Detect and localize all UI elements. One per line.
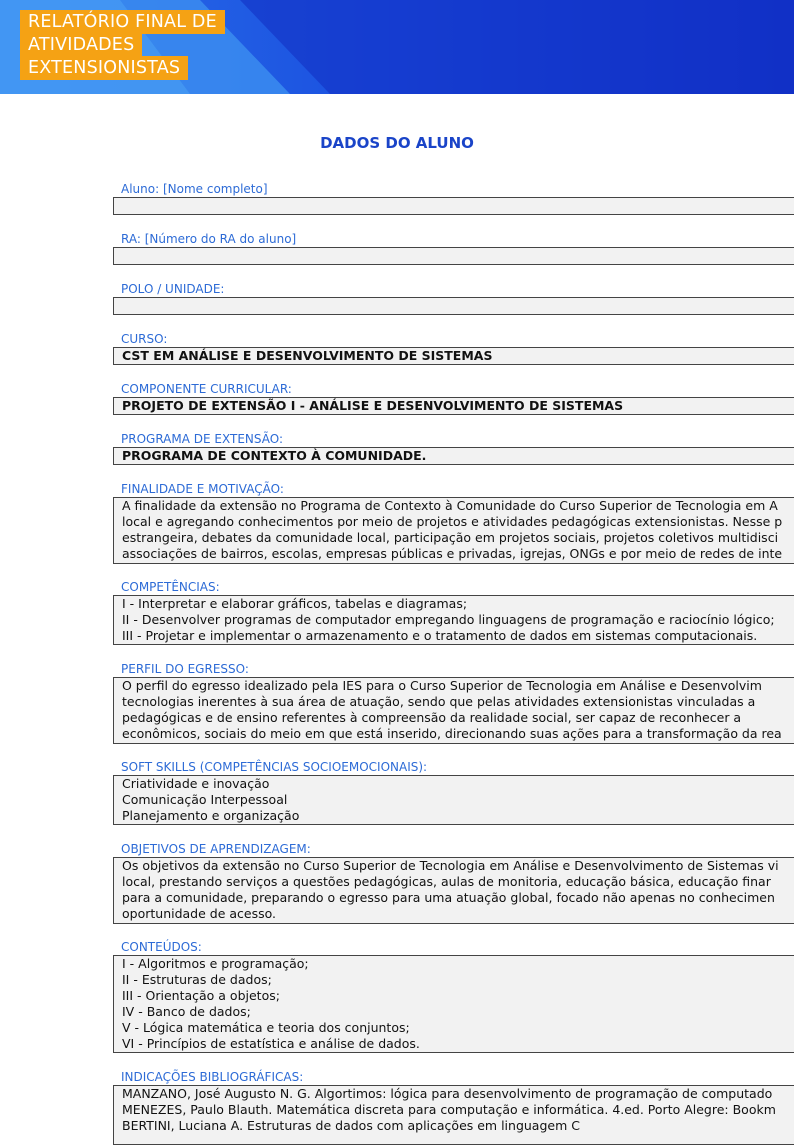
field-label-softskills: SOFT SKILLS (COMPETÊNCIAS SOCIOEMOCIONAIS): xyxy=(121,760,428,774)
field-label-curso: CURSO: xyxy=(121,332,168,346)
page-heading: DADOS DO ALUNO xyxy=(320,134,474,152)
list-item: II - Estruturas de dados; xyxy=(122,972,272,987)
curso-value: CST EM ANÁLISE E DESENVOLVIMENTO DE SISTEMAS xyxy=(122,348,493,363)
text-line: oportunidade de acesso. xyxy=(122,906,277,921)
bibliografia-text xyxy=(114,1086,794,1134)
finalidade-field[interactable] xyxy=(113,497,794,564)
text-line: pedagógicas e de ensino referentes à compreensão da realidade social, ser capaz de reconhecer a xyxy=(122,710,742,725)
list-item: V - Lógica matemática e teoria dos conjuntos; xyxy=(122,1020,410,1035)
programa-value: PROGRAMA DE CONTEXTO À COMUNIDADE. xyxy=(122,448,427,463)
list-item: Planejamento e organização xyxy=(122,808,300,823)
bibliografia-field[interactable] xyxy=(113,1085,794,1145)
text-line: local e agregando conhecimentos por meio de projetos e atividades pedagógicas extensionistas. Nesse p xyxy=(122,514,783,529)
report-title xyxy=(20,10,225,79)
conteudos-text xyxy=(114,956,794,1052)
programa-field[interactable] xyxy=(113,447,794,465)
objetivos-text xyxy=(114,858,794,922)
field-label-polo: POLO / UNIDADE: xyxy=(121,282,225,296)
section-ra xyxy=(113,232,794,266)
field-label-bibliografia: INDICAÇÕES BIBLIOGRÁFICAS: xyxy=(121,1070,304,1084)
field-label-ra: RA: [Número do RA do aluno] xyxy=(121,232,297,246)
section-aluno xyxy=(113,182,794,216)
text-line: MANZANO, José Augusto N. G. Algortimos: lógica para desenvolvimento de programação de computado xyxy=(122,1086,773,1101)
text-line: A finalidade da extensão no Programa de Contexto à Comunidade do Curso Superior de Tecnologia em A xyxy=(122,498,778,513)
section-conteudos xyxy=(113,940,794,1054)
finalidade-text xyxy=(114,498,794,562)
section-componente xyxy=(113,382,794,416)
list-item: I - Interpretar e elaborar gráficos, tabelas e diagramas; xyxy=(122,596,468,611)
field-label-componente: COMPONENTE CURRICULAR: xyxy=(121,382,292,396)
list-item: III - Orientação a objetos; xyxy=(122,988,280,1003)
componente-value: PROJETO DE EXTENSÃO I - ANÁLISE E DESENVOLVIMENTO DE SISTEMAS xyxy=(122,398,624,413)
competencias-text xyxy=(114,596,794,644)
section-perfil xyxy=(113,662,794,746)
conteudos-field[interactable] xyxy=(113,955,794,1053)
softskills-text xyxy=(114,776,794,824)
list-item: Criatividade e inovação xyxy=(122,776,270,791)
softskills-field[interactable] xyxy=(113,775,794,825)
field-label-objetivos: OBJETIVOS DE APRENDIZAGEM: xyxy=(121,842,311,856)
section-softskills xyxy=(113,760,794,826)
list-item: IV - Banco de dados; xyxy=(122,1004,251,1019)
aluno-input[interactable] xyxy=(113,197,794,215)
section-bibliografia xyxy=(113,1070,794,1133)
curso-field[interactable] xyxy=(113,347,794,365)
objetivos-field[interactable] xyxy=(113,857,794,924)
text-line: BERTINI, Luciana A. Estruturas de dados com aplicações em linguagem C xyxy=(122,1118,580,1133)
polo-input[interactable] xyxy=(113,297,794,315)
field-label-competencias: COMPETÊNCIAS: xyxy=(121,580,220,594)
text-line: O perfil do egresso idealizado pela IES para o Curso Superior de Tecnologia em Análise e Desenvolvim xyxy=(122,678,762,693)
field-label-perfil: PERFIL DO EGRESSO: xyxy=(121,662,249,676)
section-finalidade xyxy=(113,482,794,566)
field-label-conteudos: CONTEÚDOS: xyxy=(121,940,202,954)
text-line: tecnologias inerentes à sua área de atuação, sendo que pelas atividades extensionistas vinculadas a xyxy=(122,694,756,709)
section-curso xyxy=(113,332,794,366)
text-line: econômicos, sociais do meio em que está inserido, direcionando suas ações para a transformação da rea xyxy=(122,726,782,741)
list-item: VI - Princípios de estatística e análise de dados. xyxy=(122,1036,420,1051)
list-item: Comunicação Interpessoal xyxy=(122,792,288,807)
field-label-finalidade: FINALIDADE E MOTIVAÇÃO: xyxy=(121,482,284,496)
ra-input[interactable] xyxy=(113,247,794,265)
section-competencias xyxy=(113,580,794,646)
perfil-field[interactable] xyxy=(113,677,794,744)
text-line: estrangeira, debates da comunidade local, participação em projetos sociais, projetos coletivos multidisci xyxy=(122,530,779,545)
list-item: III - Projetar e implementar o armazenamento e o tratamento de dados em sistemas computacionais. xyxy=(122,628,758,643)
section-programa xyxy=(113,432,794,466)
section-objetivos xyxy=(113,842,794,926)
text-line: local, prestando serviços a questões pedagógicas, aulas de monitoria, educação básica, educação finar xyxy=(122,874,771,889)
report-title-line-1: RELATÓRIO FINAL DE xyxy=(20,10,225,34)
perfil-text xyxy=(114,678,794,742)
competencias-field[interactable] xyxy=(113,595,794,645)
report-title-line-2: ATIVIDADES xyxy=(20,33,142,57)
list-item: I - Algoritmos e programação; xyxy=(122,956,309,971)
section-polo xyxy=(113,282,794,316)
text-line: associações de bairros, escolas, empresas públicas e privadas, igrejas, ONGs e por meio de redes de inte xyxy=(122,546,783,561)
text-line: para a comunidade, preparando o egresso para uma atuação global, focado não apenas no conhecimen xyxy=(122,890,775,905)
report-title-line-3: EXTENSIONISTAS xyxy=(20,56,188,80)
header-banner xyxy=(0,0,794,94)
text-line: Os objetivos da extensão no Curso Superior de Tecnologia em Análise e Desenvolvimento de Sistemas vi xyxy=(122,858,779,873)
field-label-aluno: Aluno: [Nome completo] xyxy=(121,182,268,196)
text-line: MENEZES, Paulo Blauth. Matemática discreta para computação e informática. 4.ed. Porto Alegre: Bookm xyxy=(122,1102,776,1117)
componente-field[interactable] xyxy=(113,397,794,415)
field-label-programa: PROGRAMA DE EXTENSÃO: xyxy=(121,432,283,446)
list-item: II - Desenvolver programas de computador empregando linguagens de programação e raciocínio lógico; xyxy=(122,612,775,627)
